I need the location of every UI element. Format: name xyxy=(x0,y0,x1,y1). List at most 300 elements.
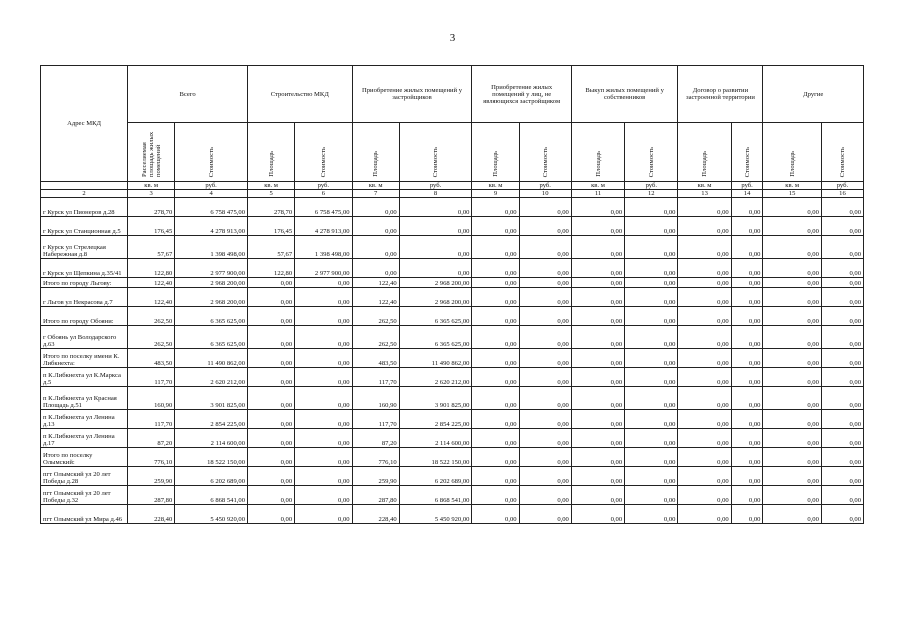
table-row xyxy=(41,236,864,259)
area-cell: 262,50 xyxy=(352,326,399,349)
cost-cell: 5 450 920,00 xyxy=(399,505,472,524)
cost-cell: 0,00 xyxy=(625,326,678,349)
cost-cell: 0,00 xyxy=(625,368,678,387)
cost-cell: 0,00 xyxy=(519,429,571,448)
area-cell: 0,00 xyxy=(248,410,295,429)
area-cell: 122,40 xyxy=(352,288,399,307)
cost-cell: 6 365 625,00 xyxy=(399,326,472,349)
subheader-cost xyxy=(175,123,248,182)
cost-cell: 6 868 541,00 xyxy=(175,486,248,505)
cost-cell: 0,00 xyxy=(821,368,863,387)
area-cell: 0,00 xyxy=(248,387,295,410)
area-cell: 122,40 xyxy=(128,288,175,307)
area-cell: 0,00 xyxy=(472,236,519,259)
header-group-total: Всего xyxy=(128,66,248,123)
cost-cell: 0,00 xyxy=(519,349,571,368)
table-row xyxy=(41,307,864,326)
area-cell: 0,00 xyxy=(472,349,519,368)
cost-cell: 0,00 xyxy=(625,429,678,448)
subheader-label: Площадь xyxy=(492,151,500,177)
cost-cell: 4 278 913,00 xyxy=(295,217,352,236)
area-cell: 0,00 xyxy=(678,278,731,288)
cost-cell: 0,00 xyxy=(731,217,763,236)
column-number: 12 xyxy=(625,190,678,198)
area-cell: 0,00 xyxy=(248,307,295,326)
cost-cell: 11 490 862,00 xyxy=(175,349,248,368)
area-cell: 0,00 xyxy=(472,387,519,410)
area-cell: 0,00 xyxy=(248,505,295,524)
area-cell: 0,00 xyxy=(472,448,519,467)
cost-cell: 0,00 xyxy=(821,467,863,486)
cost-cell: 0,00 xyxy=(821,326,863,349)
area-cell: 0,00 xyxy=(472,307,519,326)
cost-cell: 0,00 xyxy=(731,307,763,326)
area-cell: 0,00 xyxy=(678,505,731,524)
cost-cell: 0,00 xyxy=(821,410,863,429)
area-cell: 0,00 xyxy=(571,307,624,326)
area-cell: 0,00 xyxy=(763,486,821,505)
unit-cell: кв. м xyxy=(352,182,399,190)
header-group-other: Другие xyxy=(763,66,864,123)
cost-cell: 0,00 xyxy=(731,486,763,505)
area-cell: 160,90 xyxy=(352,387,399,410)
area-cell: 0,00 xyxy=(763,259,821,278)
area-cell: 0,00 xyxy=(763,326,821,349)
cost-cell: 6 758 475,00 xyxy=(295,198,352,217)
address-cell: Итого по городу Обояни: xyxy=(41,307,128,326)
cost-cell: 0,00 xyxy=(399,217,472,236)
area-cell: 0,00 xyxy=(763,236,821,259)
table-row xyxy=(41,259,864,278)
area-cell: 117,70 xyxy=(352,410,399,429)
cost-cell: 0,00 xyxy=(625,505,678,524)
area-cell: 0,00 xyxy=(248,368,295,387)
cost-cell: 0,00 xyxy=(731,349,763,368)
cost-cell: 0,00 xyxy=(295,349,352,368)
cost-cell: 2 114 600,00 xyxy=(175,429,248,448)
table-row xyxy=(41,217,864,236)
cost-cell: 0,00 xyxy=(295,288,352,307)
subheader-cost xyxy=(731,123,763,182)
column-number: 2 xyxy=(41,190,128,198)
unit-cell: руб. xyxy=(821,182,863,190)
table-row xyxy=(41,368,864,387)
area-cell: 0,00 xyxy=(678,326,731,349)
area-cell: 0,00 xyxy=(248,326,295,349)
area-cell: 117,70 xyxy=(352,368,399,387)
area-cell: 0,00 xyxy=(678,217,731,236)
cost-cell: 0,00 xyxy=(625,307,678,326)
area-cell: 0,00 xyxy=(248,467,295,486)
area-cell: 0,00 xyxy=(472,486,519,505)
cost-cell: 0,00 xyxy=(295,486,352,505)
subheader-label: Площадь xyxy=(594,151,602,177)
cost-cell: 0,00 xyxy=(519,217,571,236)
cost-cell: 0,00 xyxy=(821,217,863,236)
cost-cell: 0,00 xyxy=(399,198,472,217)
cost-cell: 0,00 xyxy=(821,236,863,259)
unit-cell: кв. м xyxy=(678,182,731,190)
unit-cell: кв. м xyxy=(571,182,624,190)
area-cell: 0,00 xyxy=(472,467,519,486)
cost-cell: 0,00 xyxy=(519,486,571,505)
cost-cell: 0,00 xyxy=(399,259,472,278)
area-cell: 0,00 xyxy=(472,198,519,217)
cost-cell: 0,00 xyxy=(821,278,863,288)
subheader-label: Площадь xyxy=(788,151,796,177)
cost-cell: 0,00 xyxy=(625,236,678,259)
area-cell: 0,00 xyxy=(571,486,624,505)
unit-cell: руб. xyxy=(625,182,678,190)
area-cell: 259,90 xyxy=(352,467,399,486)
subheader-label: Стоимость xyxy=(647,146,655,177)
cost-cell: 0,00 xyxy=(625,486,678,505)
unit-cell: руб. xyxy=(399,182,472,190)
area-cell: 0,00 xyxy=(571,505,624,524)
area-cell: 0,00 xyxy=(678,429,731,448)
cost-cell: 0,00 xyxy=(295,368,352,387)
unit-cell: кв. м xyxy=(763,182,821,190)
address-cell: Итого по городу Льгову: xyxy=(41,278,128,288)
area-cell: 0,00 xyxy=(472,410,519,429)
address-cell: Итого по поселку Олымский: xyxy=(41,448,128,467)
area-cell: 0,00 xyxy=(678,307,731,326)
cost-cell: 0,00 xyxy=(519,326,571,349)
address-cell: пгт Олымский ул Мира д.46 xyxy=(41,505,128,524)
column-number: 9 xyxy=(472,190,519,198)
subheader-area xyxy=(352,123,399,182)
cost-cell: 0,00 xyxy=(519,410,571,429)
cost-cell: 0,00 xyxy=(821,448,863,467)
cost-cell: 2 968 200,00 xyxy=(175,288,248,307)
area-cell: 0,00 xyxy=(763,198,821,217)
cost-cell: 0,00 xyxy=(731,288,763,307)
subheader-cost xyxy=(295,123,352,182)
table-row xyxy=(41,505,864,524)
address-cell: п К.Либкнехта ул Ленина д.17 xyxy=(41,429,128,448)
area-cell: 0,00 xyxy=(571,288,624,307)
cost-cell: 0,00 xyxy=(625,387,678,410)
area-cell: 117,70 xyxy=(128,410,175,429)
area-cell: 278,70 xyxy=(128,198,175,217)
area-cell: 0,00 xyxy=(763,448,821,467)
area-cell: 0,00 xyxy=(763,349,821,368)
column-number: 8 xyxy=(399,190,472,198)
area-cell: 87,20 xyxy=(128,429,175,448)
subheader-label: Площадь xyxy=(372,151,380,177)
area-cell: 0,00 xyxy=(472,326,519,349)
subheader-label: Стоимость xyxy=(207,146,215,177)
area-cell: 262,50 xyxy=(128,307,175,326)
table-row xyxy=(41,278,864,288)
table-row xyxy=(41,467,864,486)
area-cell: 0,00 xyxy=(571,217,624,236)
table-row xyxy=(41,448,864,467)
cost-cell: 0,00 xyxy=(625,467,678,486)
area-cell: 0,00 xyxy=(571,429,624,448)
column-number: 10 xyxy=(519,190,571,198)
subheader-area xyxy=(763,123,821,182)
cost-cell: 0,00 xyxy=(731,278,763,288)
area-cell: 0,00 xyxy=(678,448,731,467)
cost-cell: 0,00 xyxy=(731,387,763,410)
area-cell: 228,40 xyxy=(352,505,399,524)
area-cell: 0,00 xyxy=(571,349,624,368)
header-group-development-agreement: Договор о развитии застроенной территории xyxy=(678,66,763,123)
area-cell: 0,00 xyxy=(763,429,821,448)
area-cell: 0,00 xyxy=(248,448,295,467)
area-cell: 0,00 xyxy=(678,410,731,429)
area-cell: 122,80 xyxy=(248,259,295,278)
cost-cell: 0,00 xyxy=(731,368,763,387)
header-address: Адрес МКД xyxy=(41,66,128,182)
area-cell: 0,00 xyxy=(763,387,821,410)
unit-cell: руб. xyxy=(731,182,763,190)
cost-cell: 0,00 xyxy=(519,288,571,307)
cost-cell: 0,00 xyxy=(821,486,863,505)
area-cell: 287,80 xyxy=(352,486,399,505)
area-cell: 483,50 xyxy=(128,349,175,368)
cost-cell: 0,00 xyxy=(295,387,352,410)
area-cell: 0,00 xyxy=(472,217,519,236)
area-cell: 160,90 xyxy=(128,387,175,410)
area-cell: 0,00 xyxy=(571,448,624,467)
area-cell: 0,00 xyxy=(763,307,821,326)
area-cell: 0,00 xyxy=(472,368,519,387)
cost-cell: 0,00 xyxy=(519,236,571,259)
unit-cell: кв. м xyxy=(128,182,175,190)
column-number: 4 xyxy=(175,190,248,198)
cost-cell: 0,00 xyxy=(625,448,678,467)
cost-cell: 0,00 xyxy=(519,259,571,278)
cost-cell: 0,00 xyxy=(295,505,352,524)
area-cell: 0,00 xyxy=(472,259,519,278)
table-row xyxy=(41,429,864,448)
area-cell: 0,00 xyxy=(571,198,624,217)
cost-cell: 1 398 498,00 xyxy=(295,236,352,259)
area-cell: 0,00 xyxy=(678,236,731,259)
cost-cell: 0,00 xyxy=(731,448,763,467)
cost-cell: 0,00 xyxy=(731,259,763,278)
area-cell: 0,00 xyxy=(763,288,821,307)
unit-cell: руб. xyxy=(519,182,571,190)
area-cell: 0,00 xyxy=(763,368,821,387)
cost-cell: 0,00 xyxy=(625,410,678,429)
column-number: 11 xyxy=(571,190,624,198)
area-cell: 0,00 xyxy=(352,198,399,217)
address-cell: г Курск ул Пионеров д.28 xyxy=(41,198,128,217)
cost-cell: 2 968 200,00 xyxy=(175,278,248,288)
cost-cell: 0,00 xyxy=(295,410,352,429)
area-cell: 0,00 xyxy=(763,278,821,288)
area-cell: 259,90 xyxy=(128,467,175,486)
cost-cell: 0,00 xyxy=(821,259,863,278)
area-cell: 0,00 xyxy=(248,349,295,368)
address-cell: г Курск ул Станционная д.5 xyxy=(41,217,128,236)
column-number: 15 xyxy=(763,190,821,198)
cost-cell: 0,00 xyxy=(295,278,352,288)
area-cell: 0,00 xyxy=(763,505,821,524)
column-number: 5 xyxy=(248,190,295,198)
cost-cell: 2 620 212,00 xyxy=(399,368,472,387)
table-row xyxy=(41,387,864,410)
area-cell: 122,40 xyxy=(352,278,399,288)
area-cell: 0,00 xyxy=(571,326,624,349)
area-cell: 0,00 xyxy=(248,429,295,448)
subheader-area xyxy=(248,123,295,182)
cost-cell: 2 620 212,00 xyxy=(175,368,248,387)
area-cell: 0,00 xyxy=(248,278,295,288)
cost-cell: 5 450 920,00 xyxy=(175,505,248,524)
cost-cell: 0,00 xyxy=(625,217,678,236)
area-cell: 0,00 xyxy=(571,387,624,410)
area-cell: 0,00 xyxy=(678,259,731,278)
cost-cell: 0,00 xyxy=(731,198,763,217)
address-cell: п К.Либкнехта ул Красная Площадь д.51 xyxy=(41,387,128,410)
cost-cell: 0,00 xyxy=(625,259,678,278)
area-cell: 0,00 xyxy=(472,505,519,524)
area-cell: 0,00 xyxy=(571,259,624,278)
area-cell: 176,45 xyxy=(128,217,175,236)
area-cell: 87,20 xyxy=(352,429,399,448)
area-cell: 0,00 xyxy=(352,236,399,259)
table-row xyxy=(41,326,864,349)
cost-cell: 0,00 xyxy=(731,505,763,524)
area-cell: 0,00 xyxy=(248,288,295,307)
area-cell: 0,00 xyxy=(571,368,624,387)
unit-cell-address xyxy=(41,182,128,190)
area-cell: 262,50 xyxy=(128,326,175,349)
cost-cell: 0,00 xyxy=(821,288,863,307)
cost-cell: 0,00 xyxy=(821,505,863,524)
subheader-label: Стоимость xyxy=(743,146,751,177)
area-cell: 228,40 xyxy=(128,505,175,524)
column-number: 3 xyxy=(128,190,175,198)
cost-cell: 0,00 xyxy=(821,198,863,217)
table-row xyxy=(41,410,864,429)
area-cell: 0,00 xyxy=(678,486,731,505)
area-cell: 0,00 xyxy=(571,410,624,429)
cost-cell: 6 758 475,00 xyxy=(175,198,248,217)
unit-cell: руб. xyxy=(295,182,352,190)
area-cell: 122,80 xyxy=(128,259,175,278)
area-cell: 262,50 xyxy=(352,307,399,326)
area-cell: 0,00 xyxy=(763,410,821,429)
area-cell: 0,00 xyxy=(352,259,399,278)
cost-cell: 0,00 xyxy=(399,236,472,259)
column-number: 6 xyxy=(295,190,352,198)
cost-cell: 2 968 200,00 xyxy=(399,278,472,288)
column-number: 13 xyxy=(678,190,731,198)
column-number: 16 xyxy=(821,190,863,198)
address-cell: пгт Олымский ул 20 лет Победы д.28 xyxy=(41,467,128,486)
area-cell: 57,67 xyxy=(248,236,295,259)
cost-cell: 3 901 825,00 xyxy=(175,387,248,410)
subheader-label: Стоимость xyxy=(838,146,846,177)
cost-cell: 0,00 xyxy=(519,387,571,410)
cost-cell: 0,00 xyxy=(731,236,763,259)
area-cell: 0,00 xyxy=(571,278,624,288)
cost-cell: 0,00 xyxy=(625,198,678,217)
area-cell: 0,00 xyxy=(763,217,821,236)
column-number: 7 xyxy=(352,190,399,198)
cost-cell: 6 365 625,00 xyxy=(399,307,472,326)
cost-cell: 0,00 xyxy=(625,349,678,368)
cost-cell: 0,00 xyxy=(519,467,571,486)
area-cell: 0,00 xyxy=(571,467,624,486)
cost-cell: 2 968 200,00 xyxy=(399,288,472,307)
address-cell: г Обоянь ул Володарского д.63 xyxy=(41,326,128,349)
area-cell: 0,00 xyxy=(678,368,731,387)
area-cell: 776,10 xyxy=(352,448,399,467)
subheader-cost xyxy=(821,123,863,182)
unit-cell: кв. м xyxy=(248,182,295,190)
cost-cell: 0,00 xyxy=(821,307,863,326)
page-number: 3 xyxy=(449,32,456,44)
cost-cell: 0,00 xyxy=(625,288,678,307)
address-cell: п К.Либкнехта ул Ленина д.13 xyxy=(41,410,128,429)
table-row xyxy=(41,486,864,505)
cost-cell: 6 365 625,00 xyxy=(175,307,248,326)
cost-cell: 2 854 225,00 xyxy=(399,410,472,429)
subheader-label: Стоимость xyxy=(541,146,549,177)
subheader-area xyxy=(571,123,624,182)
subheader-label: Стоимость xyxy=(432,146,440,177)
subheader-label: Расселяемая площадь жилых помещений xyxy=(140,131,162,177)
subheader-area xyxy=(128,123,175,182)
area-cell: 0,00 xyxy=(678,467,731,486)
area-cell: 0,00 xyxy=(472,278,519,288)
cost-cell: 2 977 900,00 xyxy=(175,259,248,278)
address-cell: пгт Олымский ул 20 лет Победы д.32 xyxy=(41,486,128,505)
area-cell: 278,70 xyxy=(248,198,295,217)
area-cell: 483,50 xyxy=(352,349,399,368)
area-cell: 0,00 xyxy=(472,288,519,307)
area-cell: 0,00 xyxy=(678,349,731,368)
cost-cell: 0,00 xyxy=(295,429,352,448)
area-cell: 117,70 xyxy=(128,368,175,387)
cost-cell: 0,00 xyxy=(821,349,863,368)
address-cell: г Курск ул Стрелецкая Набережная д.8 xyxy=(41,236,128,259)
area-cell: 0,00 xyxy=(678,198,731,217)
cost-cell: 6 868 541,00 xyxy=(399,486,472,505)
cost-cell: 6 202 689,00 xyxy=(175,467,248,486)
unit-cell: кв. м xyxy=(472,182,519,190)
cost-cell: 0,00 xyxy=(519,505,571,524)
area-cell: 0,00 xyxy=(678,288,731,307)
area-cell: 0,00 xyxy=(571,236,624,259)
header-group-non-developer: Приобретение жилых помещений у лиц, не являющихся застройщиком xyxy=(472,66,571,123)
subheader-label: Площадь xyxy=(267,151,275,177)
cost-cell: 0,00 xyxy=(731,429,763,448)
cost-cell: 3 901 825,00 xyxy=(399,387,472,410)
cost-cell: 0,00 xyxy=(731,467,763,486)
cost-cell: 11 490 862,00 xyxy=(399,349,472,368)
cost-cell: 0,00 xyxy=(519,198,571,217)
cost-cell: 0,00 xyxy=(625,278,678,288)
cost-cell: 0,00 xyxy=(519,448,571,467)
table-row xyxy=(41,198,864,217)
subheader-cost xyxy=(399,123,472,182)
cost-cell: 0,00 xyxy=(295,307,352,326)
cost-cell: 2 977 900,00 xyxy=(295,259,352,278)
subheader-area xyxy=(678,123,731,182)
cost-cell: 18 522 150,00 xyxy=(399,448,472,467)
cost-cell: 0,00 xyxy=(821,387,863,410)
cost-cell: 2 114 600,00 xyxy=(399,429,472,448)
unit-cell: руб. xyxy=(175,182,248,190)
area-cell: 176,45 xyxy=(248,217,295,236)
